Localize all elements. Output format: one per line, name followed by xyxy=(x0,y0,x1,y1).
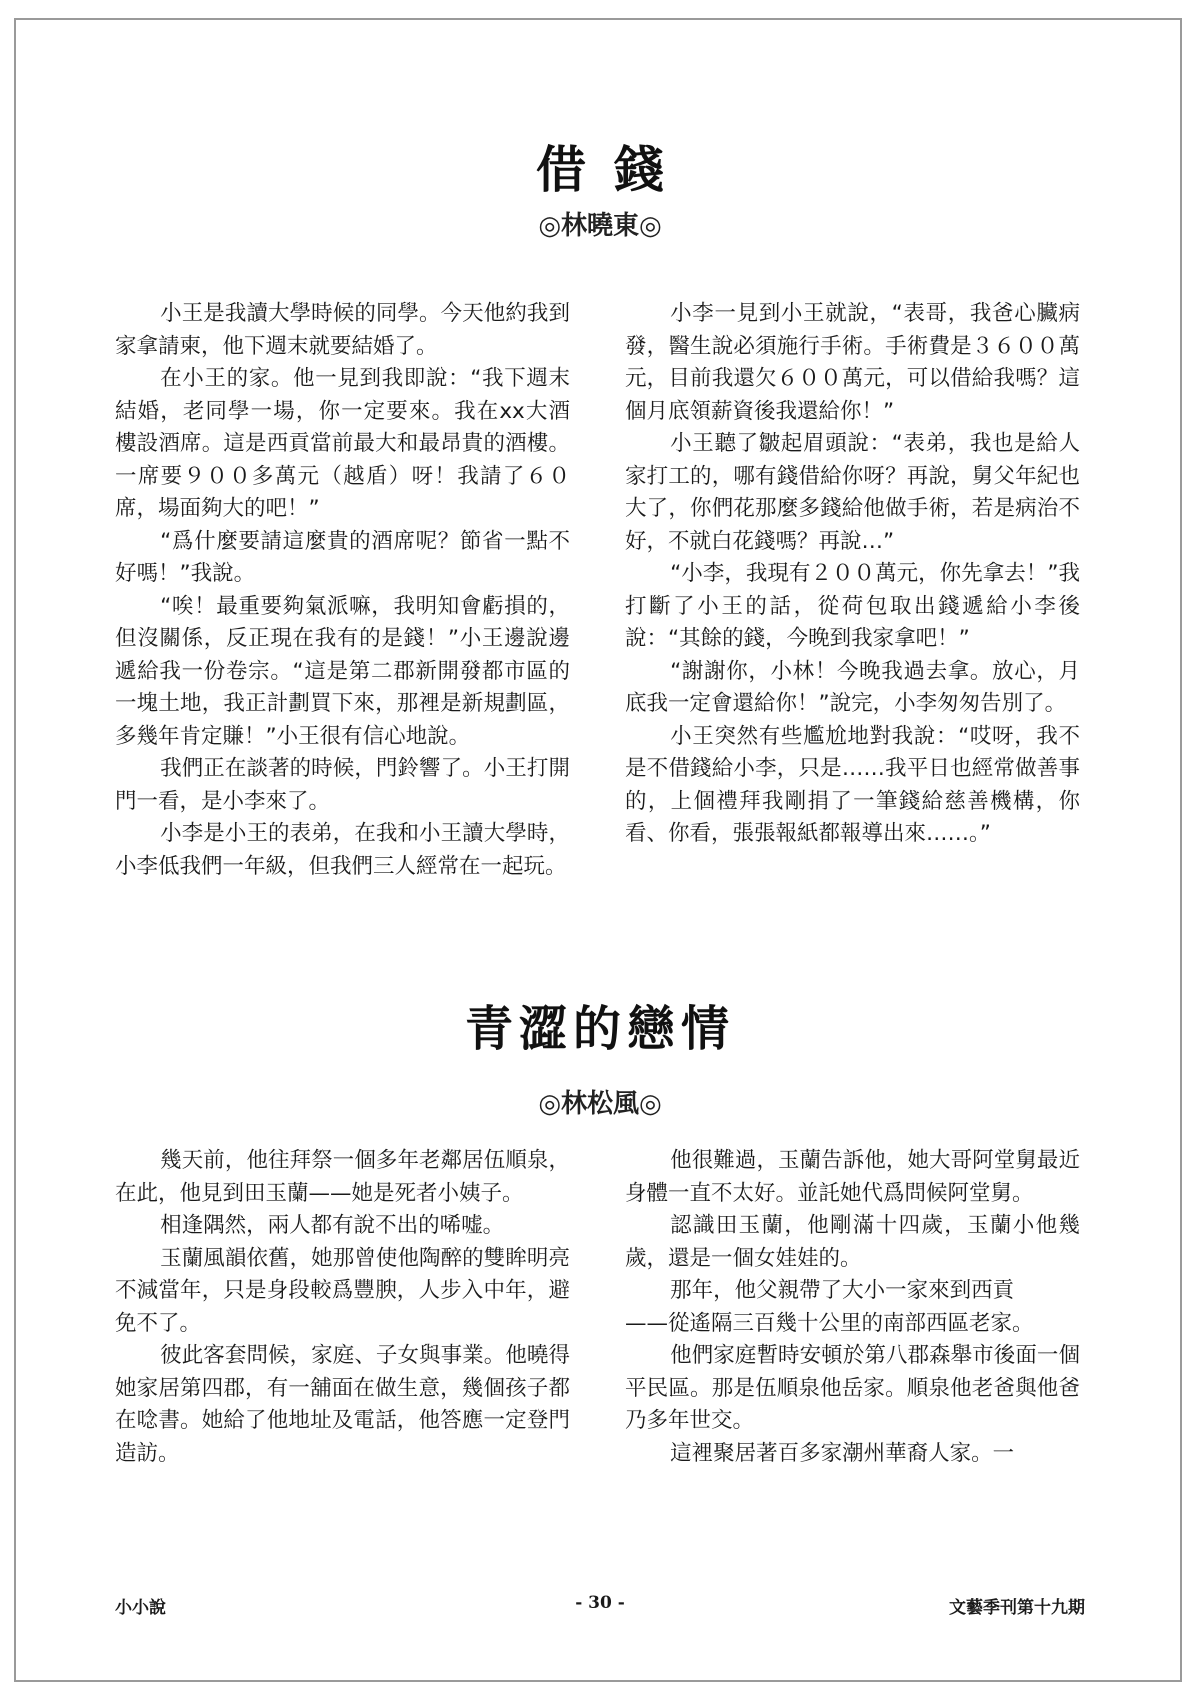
paragraph: 幾天前，他往拜祭一個多年老鄰居伍順泉，在此，他見到田玉蘭——她是死者小姨子。 xyxy=(115,1148,570,1206)
story1-right-column xyxy=(625,298,1080,851)
story-title: 青澀的戀情 xyxy=(464,1001,735,1057)
page-number: - 30 - xyxy=(575,1593,625,1613)
paragraph: 他們家庭暫時安頓於第八郡森舉市後面一個平民區。那是伍順泉他岳家。順泉他老爸與他爸乃多年世交。 xyxy=(625,1343,1080,1433)
paragraph: 小王突然有些尷尬地對我說：“哎呀，我不是不借錢給小李，只是……我平日也經常做善事的，上個禮拜我剛捐了一筆錢給慈善機構，你看、你看，張張報紙都報導出來……。” xyxy=(625,723,1080,846)
paragraph: “爲什麼要請這麼貴的酒席呢？節省一點不好嗎！”我說。 xyxy=(115,528,570,586)
story-title: 借錢 xyxy=(536,140,692,199)
paragraph: 他很難過，玉蘭告訴他，她大哥阿堂舅最近身體一直不太好。並託她代爲問候阿堂舅。 xyxy=(625,1148,1080,1206)
story1-left-column xyxy=(115,298,570,883)
paragraph: “小李，我現有２００萬元，你先拿去！”我打斷了小王的話，從荷包取出錢遞給小李後說：“其餘的錢，今晚到我家拿吧！” xyxy=(625,561,1080,651)
story2-left-column xyxy=(115,1145,570,1470)
paragraph: 彼此客套問候，家庭、子女與事業。他曉得她家居第四郡，有一舖面在做生意，幾個孩子都在唸書。她給了他地址及電話，他答應一定登門造訪。 xyxy=(115,1343,570,1466)
paragraph: 小王是我讀大學時候的同學。今天他約我到家拿請柬，他下週末就要結婚了。 xyxy=(115,301,570,359)
paragraph: 我們正在談著的時候，門鈴響了。小王打開門一看，是小李來了。 xyxy=(115,756,570,814)
paragraph: “唉！最重要夠氣派嘛，我明知會虧損的，但沒關係，反正現在我有的是錢！”小王邊說邊遞給我一份卷宗。“這是第二郡新開發都市區的一塊土地，我正計劃買下來，那裡是新規劃區，多幾年肯定賺！”小王很有信心地說。 xyxy=(115,593,570,749)
footer-section: 小小說 xyxy=(115,1598,166,1618)
footer-publication: 文藝季刊第十九期 xyxy=(949,1598,1085,1618)
paragraph: 認識田玉蘭，他剛滿十四歲，玉蘭小他幾歲，還是一個女娃娃的。 xyxy=(625,1213,1080,1271)
paragraph: 小李一見到小王就說，“表哥，我爸心臟病發，醫生說必須施行手術。手術費是３６００萬元，目前我還欠６００萬元，可以借給我嗎？這個月底領薪資後我還給你！” xyxy=(625,301,1080,424)
story2-right-column xyxy=(625,1145,1080,1470)
paragraph: 相逢隅然，兩人都有說不出的唏嘘。 xyxy=(160,1213,505,1238)
paragraph: 玉蘭風韻依舊，她那曾使他陶醉的雙眸明亮不減當年，只是身段較爲豐腴，人步入中年，避免不了。 xyxy=(115,1245,570,1336)
story-author: ◎林曉東◎ xyxy=(538,211,662,241)
paragraph: ——從遙隔三百幾十公里的南部西區老家。 xyxy=(625,1310,1034,1336)
paragraph: 這裡聚居著百多家潮州華裔人家。一 xyxy=(670,1440,1015,1466)
story-author: ◎林松風◎ xyxy=(538,1089,662,1119)
paragraph: 那年，他父親帶了大小一家來到西貢 xyxy=(670,1278,1015,1303)
paragraph: “謝謝你，小林！今晚我過去拿。放心，月底我一定會還給你！”說完，小李匆匆告別了。 xyxy=(625,658,1080,716)
paragraph: 在小王的家。他一見到我即說：“我下週末結婚，老同學一場，你一定要來。我在xx大酒樓設酒席。這是西貢當前最大和最昂貴的酒樓。一席要９００多萬元（越盾）呀！我請了６０席，場面夠大的吧！” xyxy=(115,366,570,521)
paragraph: 小王聽了皺起眉頭說：“表弟，我也是給人家打工的，哪有錢借給你呀？再說，舅父年紀也大了，你們花那麼多錢給他做手術，若是病治不好，不就白花錢嗎？再說…” xyxy=(625,431,1080,554)
paragraph: 小李是小王的表弟，在我和小王讀大學時，小李低我們一年級，但我們三人經常在一起玩。 xyxy=(115,821,570,879)
